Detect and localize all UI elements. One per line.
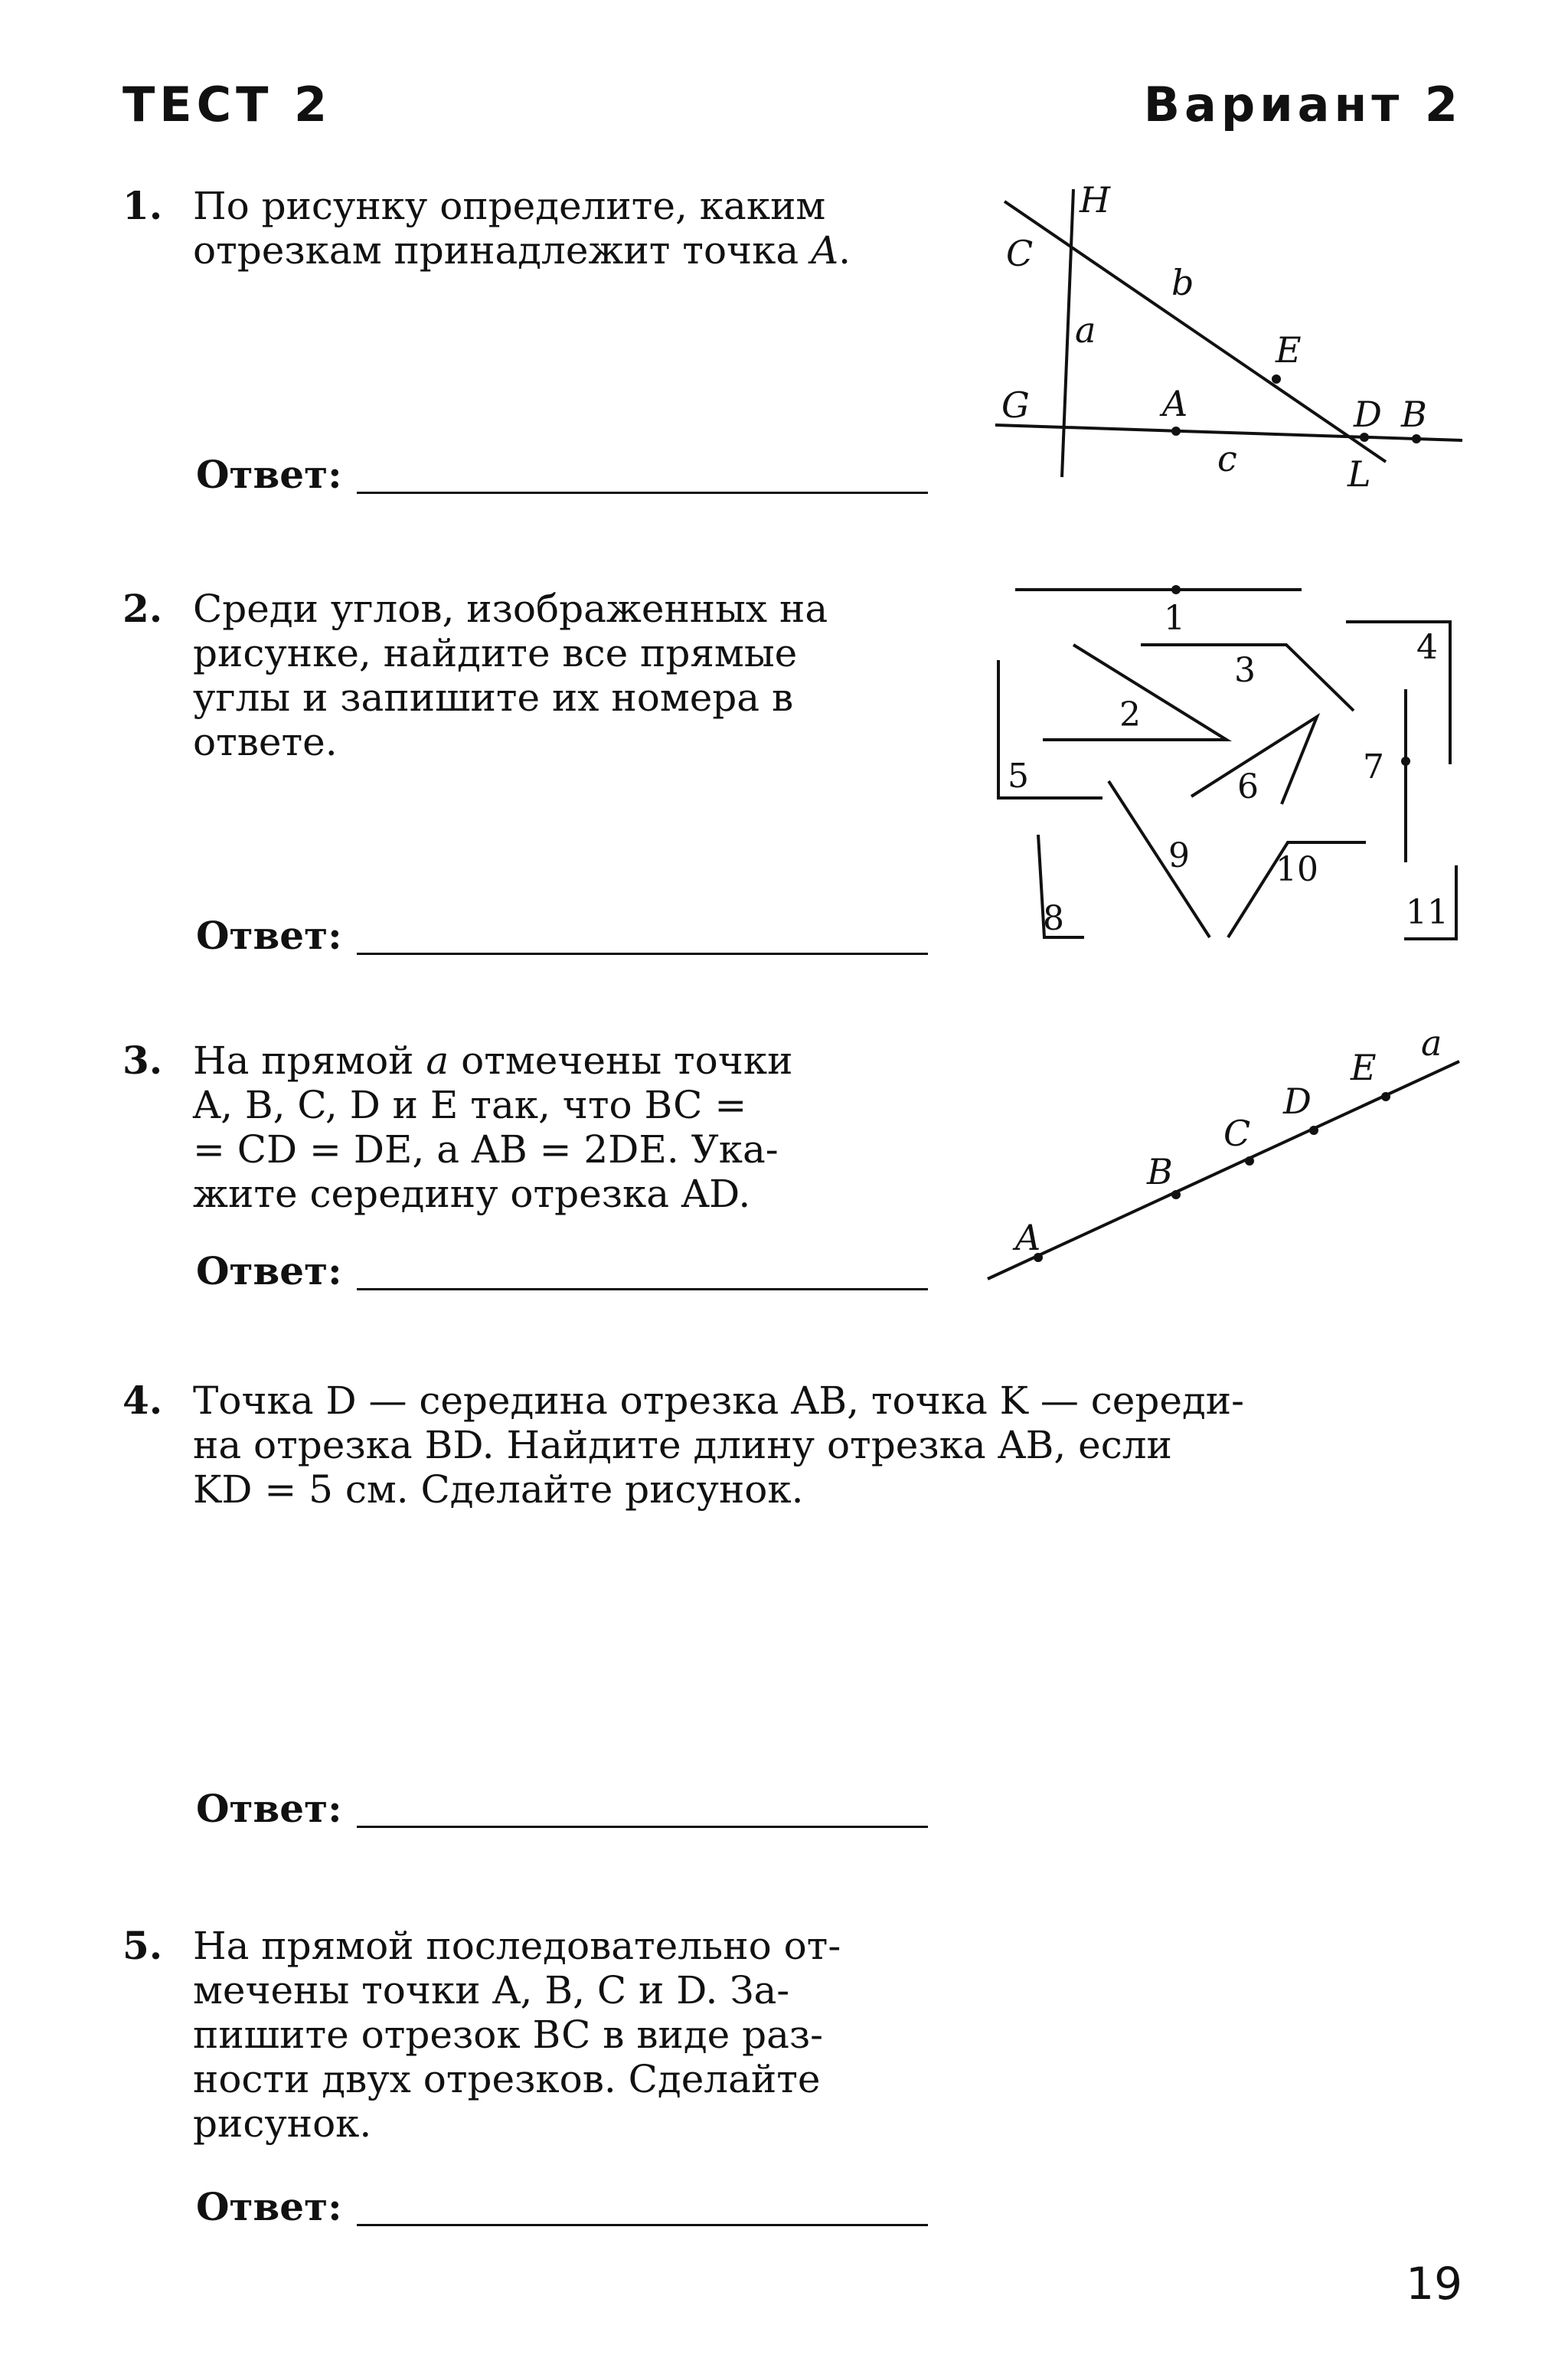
- angle-5: 5: [1008, 757, 1029, 796]
- label-E: E: [1351, 1047, 1377, 1088]
- angle-4: 4: [1416, 628, 1438, 667]
- label-E: E: [1276, 329, 1302, 371]
- answer-1: [196, 452, 342, 497]
- answer-label: Ответ:: [196, 1786, 342, 1831]
- angle-7: 7: [1363, 747, 1384, 786]
- answer-label: Ответ:: [196, 2184, 342, 2229]
- label-b: b: [1171, 262, 1194, 303]
- task-number: 5.: [122, 1923, 163, 1968]
- task-text: Точка D — середина отрезка AB, точка K — середи- на отрезка BD. Найдите длину отрезка AB, если KD = 5 см. Сделайте рисунок.: [193, 1378, 1244, 1512]
- figure-1: [988, 172, 1478, 498]
- task-number: 4.: [122, 1378, 163, 1423]
- label-A: A: [1015, 1217, 1041, 1258]
- answer-4: [196, 1786, 342, 1831]
- label-D: D: [1354, 394, 1382, 435]
- label-B: B: [1401, 394, 1427, 435]
- answer-blank[interactable]: [357, 1826, 928, 1828]
- task-text: Среди углов, изображенных на рисунке, найдите все прямые углы и запишите их номера в ответе.: [193, 587, 828, 764]
- label-G: G: [1001, 384, 1030, 426]
- figure-2: [988, 574, 1478, 1003]
- angle-8: 8: [1043, 899, 1064, 938]
- task-number: 3.: [122, 1038, 163, 1083]
- page-header: [122, 77, 1462, 138]
- label-L: L: [1348, 453, 1371, 495]
- label-c: c: [1217, 438, 1237, 479]
- task-text: По рисунку определите, каким отрезкам принадлежит точка A.: [193, 184, 851, 273]
- task-2: [122, 587, 926, 770]
- task-3: [122, 1038, 926, 1222]
- answer-blank[interactable]: [357, 1288, 928, 1290]
- angle-3: 3: [1234, 651, 1256, 690]
- label-C: C: [1006, 233, 1034, 274]
- answer-3: [196, 1248, 342, 1293]
- answer-5: [196, 2184, 342, 2229]
- label-H: H: [1080, 179, 1111, 221]
- angle-1: 1: [1164, 599, 1185, 638]
- label-B: B: [1147, 1151, 1173, 1192]
- test-title: ТЕСТ 2: [122, 77, 332, 132]
- label-D: D: [1283, 1081, 1312, 1122]
- task-text: На прямой последовательно от- мечены точки A, B, C и D. За- пишите отрезок BC в виде раз- ности двух отрезков. Сделайте рисунок.: [193, 1924, 841, 2146]
- angle-9: 9: [1168, 836, 1190, 875]
- answer-blank[interactable]: [357, 492, 928, 494]
- label-a: a: [1421, 1022, 1442, 1064]
- page-number: 19: [1406, 2258, 1462, 2310]
- variant-title: Вариант 2: [1143, 77, 1462, 132]
- task-1: [122, 184, 926, 283]
- task-number: 2.: [122, 586, 163, 631]
- angle-11: 11: [1406, 893, 1449, 932]
- answer-label: Ответ:: [196, 1248, 342, 1293]
- angle-6: 6: [1237, 767, 1259, 806]
- answer-label: Ответ:: [196, 913, 342, 958]
- answer-blank[interactable]: [357, 953, 928, 955]
- label-A: A: [1162, 383, 1188, 424]
- task-5: [122, 1924, 926, 2153]
- angle-2: 2: [1119, 695, 1141, 734]
- task-4: [122, 1378, 1470, 1516]
- task-number: 1.: [122, 183, 163, 228]
- figure-3: [980, 1019, 1470, 1294]
- answer-2: [196, 913, 342, 958]
- label-a: a: [1075, 309, 1096, 351]
- answer-blank[interactable]: [357, 2224, 928, 2226]
- answer-label: Ответ:: [196, 452, 342, 497]
- task-text: На прямой a отмечены точки A, B, C, D и E так, что BC = = CD = DE, а AB = 2DE. Ука- жите середину отрезка AD.: [193, 1038, 793, 1216]
- angle-10: 10: [1276, 850, 1318, 889]
- label-C: C: [1223, 1113, 1251, 1154]
